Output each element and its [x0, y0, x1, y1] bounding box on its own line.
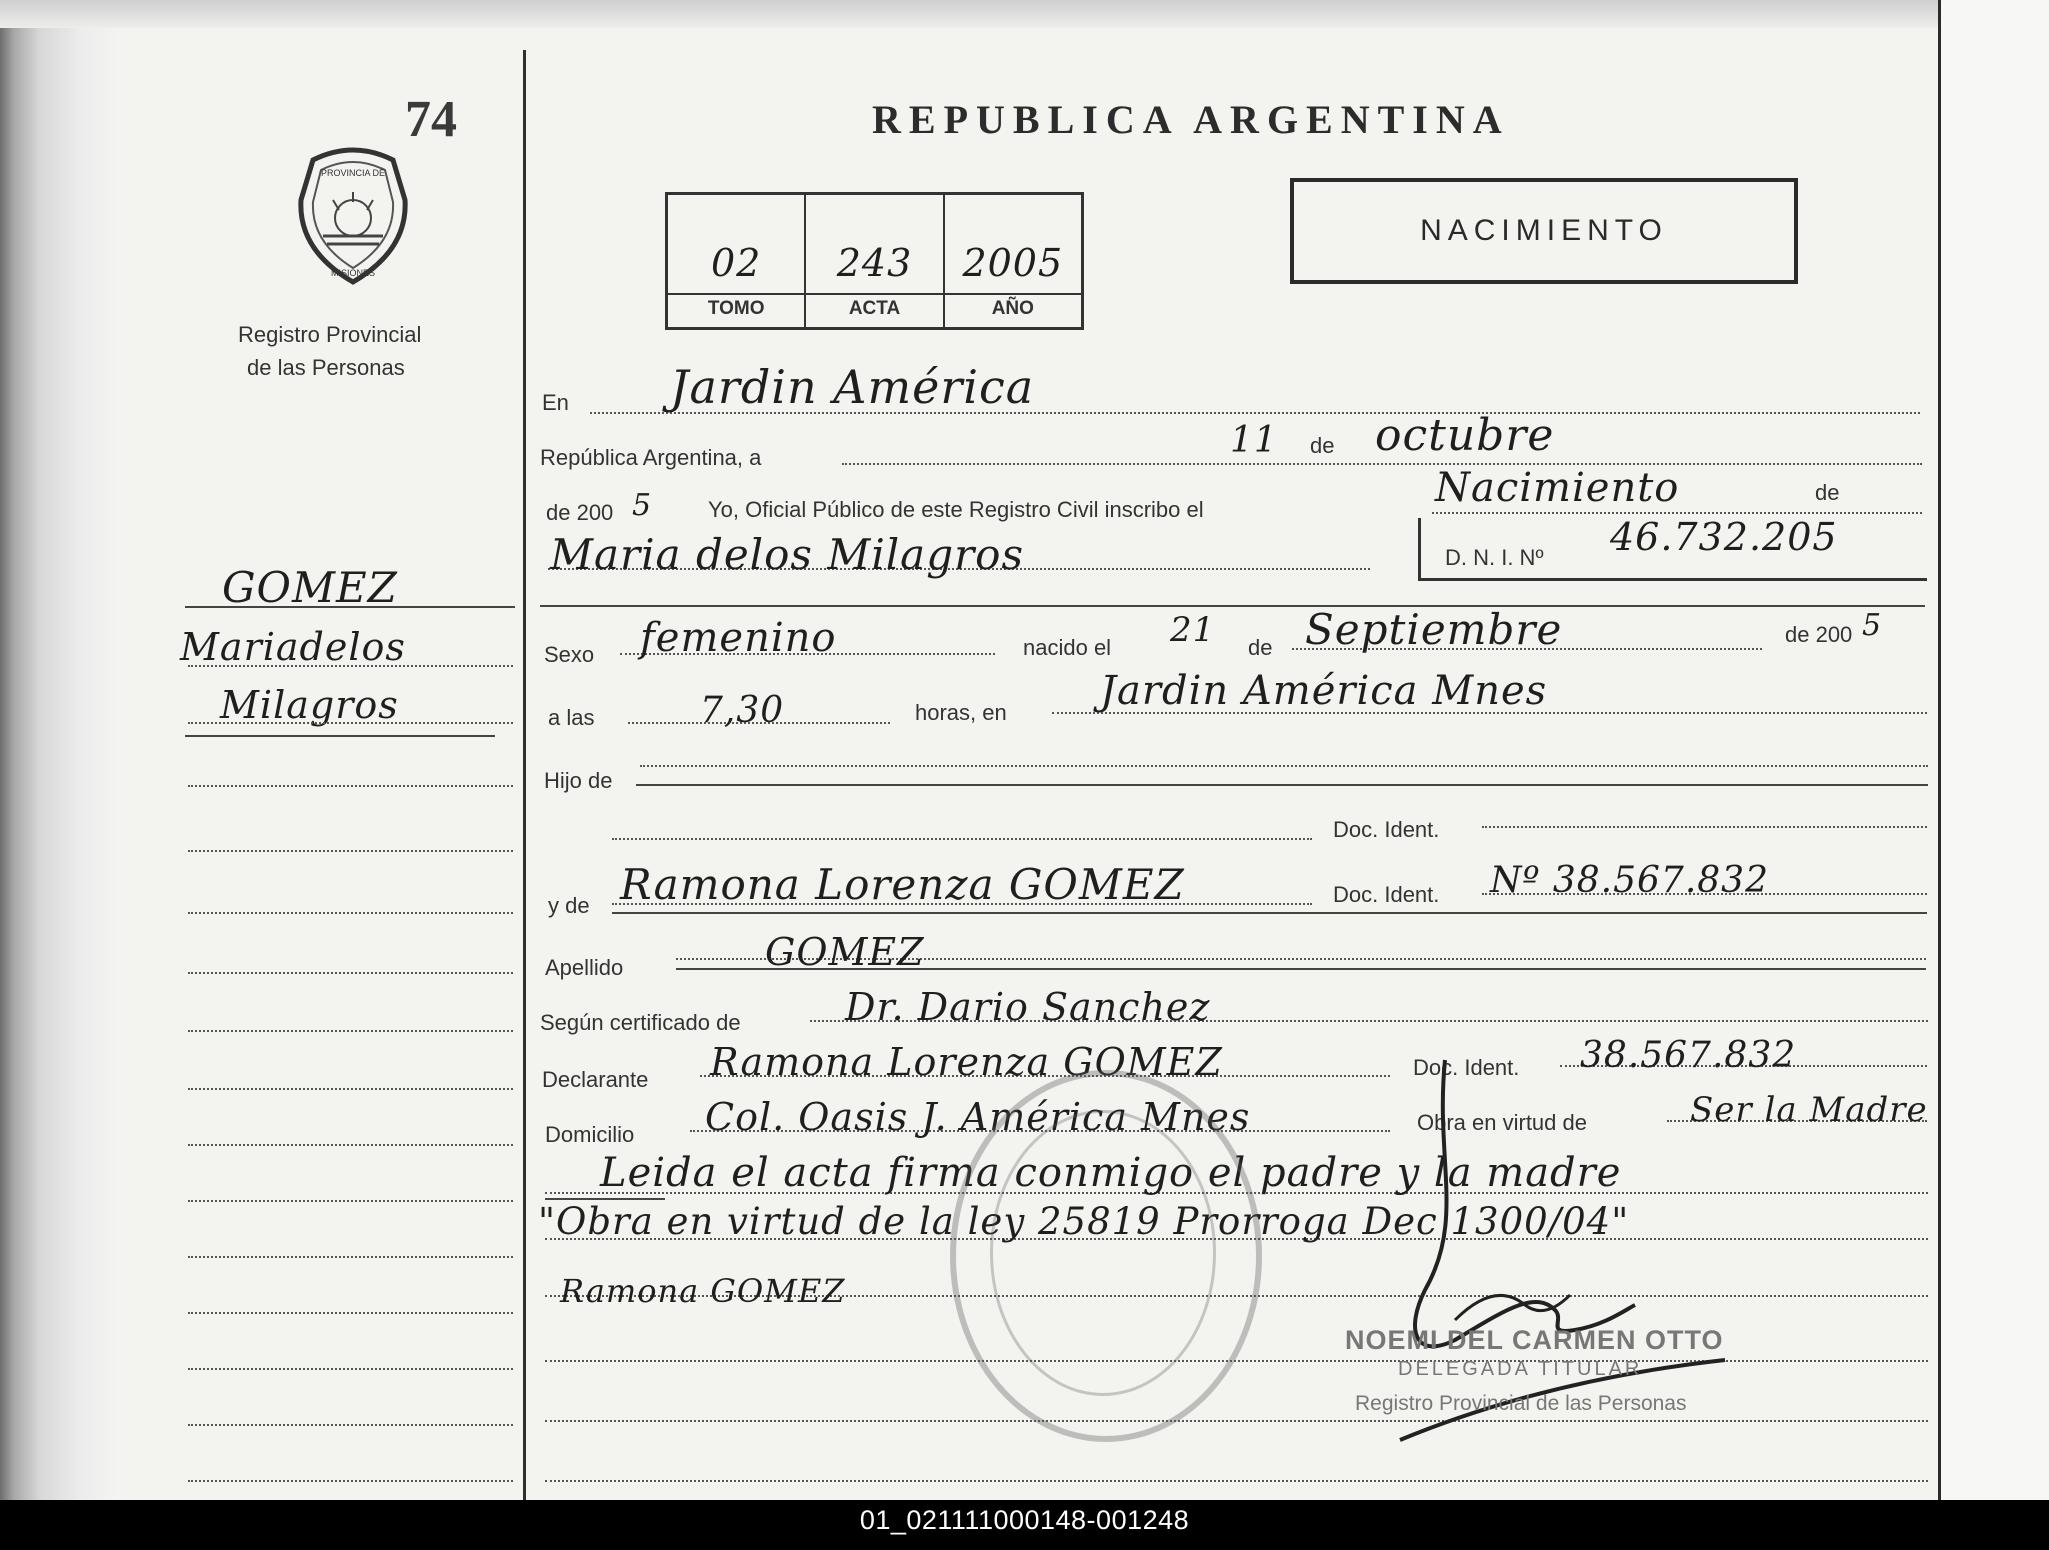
label-de-3: de — [1248, 635, 1273, 660]
label-nacido-el: nacido el — [1023, 635, 1112, 660]
label-de-200-b: de 200 — [1785, 622, 1853, 647]
svg-text:PROVINCIA DE: PROVINCIA DE — [320, 168, 386, 178]
record-type: NACIMIENTO — [1420, 214, 1668, 247]
margin-dotted-line — [188, 1144, 513, 1146]
line-hijo-de-strike — [636, 784, 1928, 786]
value-declarant: Ramona Lorenza GOMEZ — [710, 1040, 1223, 1084]
margin-underline — [185, 735, 495, 737]
label-a-las: a las — [548, 705, 595, 730]
value-basis: Ser la Madre — [1690, 1090, 1928, 1130]
line-note-6 — [545, 1480, 1928, 1482]
ano-value: 2005 — [962, 241, 1064, 285]
label-doc-ident-mother: Doc. Ident. — [1333, 882, 1440, 907]
line-hijo-de — [640, 765, 1928, 767]
value-birth-month: Septiembre — [1305, 605, 1563, 654]
margin-divider — [523, 50, 526, 1500]
value-birth-year: 5 — [1862, 608, 1883, 643]
label-yo-oficial: Yo, Oficial Público de este Registro Civil inscribo el — [708, 497, 1204, 522]
value-sex: femenino — [640, 615, 837, 661]
margin-dotted-line — [188, 1200, 513, 1202]
official-stamp-inner — [990, 1110, 1216, 1396]
label-de: de — [1310, 433, 1335, 458]
acta-label: ACTA — [806, 293, 942, 320]
label-obra-en-virtud: Obra en virtud de — [1417, 1110, 1587, 1135]
value-birth-place: Jardin América Mnes — [1100, 668, 1548, 714]
tomo-cell — [668, 195, 806, 327]
ano-label: AÑO — [945, 293, 1081, 320]
margin-dotted-line — [188, 1312, 513, 1314]
value-hour: 7,30 — [700, 690, 785, 731]
margin-dotted-line — [188, 785, 513, 787]
margin-dotted-line — [188, 1480, 513, 1482]
value-day: 11 — [1230, 420, 1278, 461]
label-en: En — [542, 390, 569, 415]
label-republica: República Argentina, a — [540, 445, 762, 470]
official-office: Registro Provincial de las Personas — [1355, 1392, 1687, 1415]
official-name: NOEMI DEL CARMEN OTTO — [1345, 1325, 1724, 1355]
registry-name-line1: Registro Provincial — [238, 322, 422, 347]
label-segun-certificado: Según certificado de — [540, 1010, 741, 1035]
margin-dotted-line — [188, 850, 513, 852]
label-apellido: Apellido — [545, 955, 624, 980]
label-sexo: Sexo — [544, 642, 595, 667]
margin-surname: GOMEZ — [222, 563, 398, 612]
margin-dotted-line — [188, 1030, 513, 1032]
tomo-value: 02 — [710, 241, 762, 285]
value-birth-day: 21 — [1170, 610, 1216, 650]
value-dni: 46.732.205 — [1610, 515, 1838, 559]
margin-underline — [185, 606, 515, 608]
acta-value: 243 — [836, 241, 913, 285]
margin-given-name-2: Milagros — [220, 683, 399, 727]
label-de-2: de — [1815, 480, 1840, 505]
section-rule — [540, 605, 1925, 607]
record-reference-table — [665, 192, 1084, 330]
label-domicilio: Domicilio — [545, 1122, 635, 1147]
provincial-seal-icon — [283, 140, 423, 290]
record-type-box — [1290, 178, 1798, 284]
value-mother: Ramona Lorenza GOMEZ — [620, 860, 1185, 909]
value-declarant-doc: 38.567.832 — [1580, 1035, 1797, 1076]
margin-given-name-1: Mariadelos — [180, 625, 406, 669]
section-rule-2 — [612, 912, 1927, 914]
value-note-1: Leida el acta firma conmigo el padre y la madre — [600, 1150, 1622, 1196]
registry-name-line2: de las Personas — [247, 355, 405, 380]
value-place: Jardin América — [670, 360, 1035, 414]
value-month: octubre — [1375, 410, 1555, 461]
label-dni: D. N. I. Nº — [1445, 545, 1544, 570]
margin-dotted-line — [188, 1256, 513, 1258]
value-note-2: "Obra en virtud de la ley 25819 Prorroga Dec 1300/04" — [538, 1200, 1630, 1243]
label-y-de: y de — [548, 893, 590, 918]
margin-dotted-line — [188, 1088, 513, 1090]
label-hijo-de: Hijo de — [544, 768, 613, 793]
margin-dotted-line — [188, 1368, 513, 1370]
value-certificate: Dr. Dario Sanchez — [845, 985, 1211, 1029]
value-act: Nacimiento — [1435, 465, 1680, 511]
svg-text:MISIONES: MISIONES — [330, 268, 376, 278]
tomo-label: TOMO — [668, 293, 804, 320]
official-signature-icon — [1395, 1040, 1755, 1450]
ano-cell — [945, 195, 1081, 327]
page-top-shadow — [0, 0, 2049, 28]
line-date — [842, 463, 1922, 465]
margin-dotted-line — [188, 722, 513, 724]
page-number: 74 — [405, 91, 457, 148]
label-de-200: de 200 — [546, 500, 614, 525]
value-year-digit: 5 — [632, 488, 653, 523]
margin-dotted-line — [188, 1424, 513, 1426]
label-horas-en: horas, en — [915, 700, 1007, 725]
value-surname: GOMEZ — [765, 930, 925, 974]
label-declarante: Declarante — [542, 1067, 649, 1092]
value-mother-doc: Nº 38.567.832 — [1490, 860, 1769, 901]
margin-dotted-line — [188, 972, 513, 974]
value-address: Col. Oasis J. América Mnes — [705, 1095, 1251, 1139]
official-title: DELEGADA TITULAR — [1398, 1358, 1643, 1380]
line-father-name — [612, 838, 1312, 840]
footer-code: 01_021111000148-001248 — [859, 1505, 1190, 1535]
declarant-signature: Ramona GOMEZ — [560, 1272, 846, 1310]
line-father-doc — [1482, 826, 1927, 828]
label-doc-ident-father: Doc. Ident. — [1333, 817, 1440, 842]
line-acto — [1432, 512, 1922, 514]
value-child-name: Maria delos Milagros — [550, 530, 1025, 579]
label-doc-ident-declarante: Doc. Ident. — [1413, 1055, 1520, 1080]
page-right-edge — [1938, 0, 2049, 1500]
acta-cell — [806, 195, 944, 327]
margin-dotted-line — [188, 665, 513, 667]
country-title: REPUBLICA ARGENTINA — [872, 97, 1510, 142]
margin-dotted-line — [188, 912, 513, 914]
book-binding — [0, 0, 120, 1500]
